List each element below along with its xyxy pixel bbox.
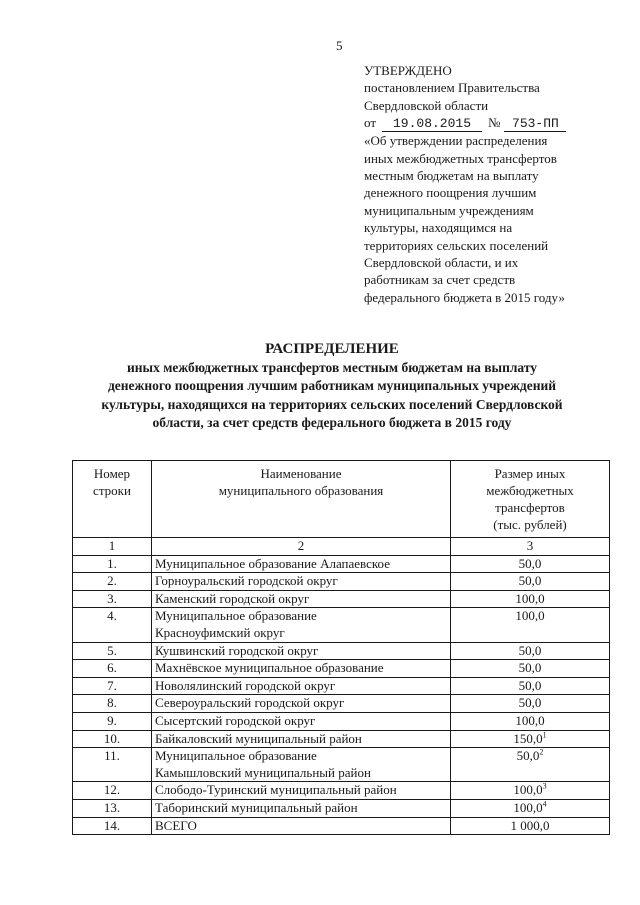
table-row — [73, 573, 610, 591]
row-number: 12. — [73, 782, 152, 800]
municipality-name-line: Североуральский городской округ — [155, 695, 345, 711]
transfer-amount: 50,0 — [451, 660, 610, 678]
distribution-table — [72, 460, 610, 835]
row-number: 3. — [73, 590, 152, 608]
column-index: 2 — [152, 538, 451, 556]
order-date: 19.08.2015 — [382, 117, 482, 132]
order-subject — [364, 132, 614, 306]
header-text-line: Наименование — [260, 466, 342, 481]
transfer-amount: 100,0$^3$ — [451, 782, 610, 800]
order-subject-line: работникам за счет средств — [364, 272, 516, 288]
row-number: 9. — [73, 712, 152, 730]
document-heading — [62, 340, 602, 432]
transfer-amount: 100,0 — [451, 608, 610, 642]
municipality-name-line: Новолялинский городской округ — [155, 677, 336, 693]
transfer-amount: 50,0 — [451, 642, 610, 660]
municipality-name-line: Слободо-Туринский муниципальный район — [155, 782, 397, 798]
municipality-name — [152, 712, 451, 730]
order-reference — [364, 114, 614, 132]
header-text-line: муниципального образования — [218, 483, 384, 498]
approval-line-2: Свердловской области — [364, 97, 489, 113]
number-label: № — [488, 115, 501, 131]
header-transfer-amount — [451, 461, 610, 538]
row-number: 10. — [73, 730, 152, 748]
municipality-name — [152, 799, 451, 817]
table-row — [73, 782, 610, 800]
document-title: РАСПРЕДЕЛЕНИЕ — [265, 341, 399, 357]
row-number: 14. — [73, 817, 152, 835]
header-text-line: Размер иных — [494, 466, 566, 481]
municipality-name-line: Горноуральский городской округ — [155, 573, 338, 589]
subtitle-line: культуры, находящихся на территориях сельских поселений Свердловской — [101, 396, 563, 412]
footnote-marker: 1 — [542, 730, 547, 740]
transfer-amount: 100,0 — [451, 590, 610, 608]
transfer-amount: 100,0$^4$ — [451, 799, 610, 817]
order-subject-line: «Об утверждении распределения — [364, 133, 548, 149]
transfer-amount: 50,0 — [451, 573, 610, 591]
approval-title: УТВЕРЖДЕНО — [364, 63, 452, 78]
table-row — [73, 730, 610, 748]
transfer-amount: 50,0 — [451, 677, 610, 695]
municipality-name-line: Махнёвское муниципальное образование — [155, 660, 384, 676]
transfer-amount: 100,0 — [451, 712, 610, 730]
row-number: 8. — [73, 695, 152, 713]
municipality-name-line: Таборинский муниципальный район — [155, 799, 358, 815]
municipality-name-line: Красноуфимский округ — [155, 624, 285, 640]
footnote-marker: 3 — [542, 781, 547, 791]
municipality-name-line: Камышловский муниципальный район — [155, 764, 371, 780]
subtitle-line: денежного поощрения лучшим работникам муниципальных учреждений — [107, 378, 557, 394]
table-row — [73, 677, 610, 695]
municipality-name — [152, 782, 451, 800]
transfer-amount: 150,0$^1$ — [451, 730, 610, 748]
table-row — [73, 555, 610, 573]
transfer-amount: 50,0 — [451, 695, 610, 713]
document-subtitle — [62, 359, 602, 432]
transfer-amount: 50,0 — [451, 555, 610, 573]
table-row — [73, 748, 610, 782]
header-row-number — [73, 461, 152, 538]
header-municipality-name — [152, 461, 451, 538]
transfer-amount: 1 000,0 — [451, 817, 610, 835]
municipality-name-line: Муниципальное образование — [155, 748, 317, 764]
table-row — [73, 608, 610, 642]
municipality-name — [152, 555, 451, 573]
row-number: 1. — [73, 555, 152, 573]
municipality-name-line: Муниципальное образование — [155, 608, 317, 624]
municipality-name — [152, 590, 451, 608]
column-index-row — [73, 538, 610, 556]
table-row — [73, 660, 610, 678]
table-row — [73, 712, 610, 730]
municipality-name — [152, 817, 451, 835]
order-subject-line: муниципальным учреждениям — [364, 202, 534, 218]
order-number: 753-ПП — [504, 117, 566, 132]
municipality-name-line: Байкаловский муниципальный район — [155, 730, 362, 746]
order-subject-line: федерального бюджета в 2015 году» — [364, 289, 565, 305]
footnote-marker: 2 — [539, 747, 544, 757]
municipality-name — [152, 730, 451, 748]
municipality-name-line: ВСЕГО — [155, 817, 197, 833]
header-text-line: (тыс. рублей) — [493, 517, 567, 532]
row-number: 2. — [73, 573, 152, 591]
column-index: 1 — [73, 538, 152, 556]
row-number: 5. — [73, 642, 152, 660]
municipality-name — [152, 748, 451, 782]
header-text-line: межбюджетных — [486, 483, 574, 498]
table-row — [73, 799, 610, 817]
municipality-name-line: Кушвинский городской округ — [155, 642, 319, 658]
order-subject-line: иных межбюджетных трансфертов — [364, 150, 557, 166]
row-number: 13. — [73, 799, 152, 817]
header-text-line: трансфертов — [495, 500, 565, 515]
row-number: 11. — [73, 748, 152, 782]
table-header-row — [73, 461, 610, 538]
row-number: 4. — [73, 608, 152, 642]
column-index: 3 — [451, 538, 610, 556]
header-text-line: Номер — [93, 466, 131, 481]
subtitle-line: области, за счет средств федерального бюджета в 2015 году — [152, 414, 512, 430]
municipality-name — [152, 660, 451, 678]
order-subject-line: местным бюджетам на выплату — [364, 168, 539, 184]
approval-line-1: постановлением Правительства — [364, 80, 540, 96]
municipality-name — [152, 677, 451, 695]
municipality-name — [152, 642, 451, 660]
page-number: 5 — [336, 38, 343, 53]
row-number: 7. — [73, 677, 152, 695]
transfer-amount: 50,0$^2$ — [451, 748, 610, 782]
footnote-marker: 4 — [542, 799, 547, 809]
order-subject-line: денежного поощрения лучшим — [364, 185, 537, 201]
municipality-name-line: Каменский городской округ — [155, 590, 310, 606]
municipality-name — [152, 573, 451, 591]
table-body — [73, 555, 610, 835]
municipality-name — [152, 608, 451, 642]
row-number: 6. — [73, 660, 152, 678]
order-subject-line: территориях сельских поселений — [364, 237, 549, 253]
subtitle-line: иных межбюджетных трансфертов местным бюджетам на выплату — [126, 360, 538, 376]
table-row — [73, 590, 610, 608]
table-row — [73, 695, 610, 713]
header-text-line: строки — [93, 483, 131, 498]
approval-block — [364, 62, 614, 306]
municipality-name-line: Муниципальное образование Алапаевское — [155, 555, 390, 571]
municipality-name-line: Сысертский городской округ — [155, 712, 316, 728]
table-row — [73, 817, 610, 835]
from-label: от — [364, 115, 377, 131]
municipality-name — [152, 695, 451, 713]
order-subject-line: Свердловской области, и их — [364, 255, 519, 271]
order-subject-line: культуры, находящимся на — [364, 220, 513, 236]
table-row — [73, 642, 610, 660]
